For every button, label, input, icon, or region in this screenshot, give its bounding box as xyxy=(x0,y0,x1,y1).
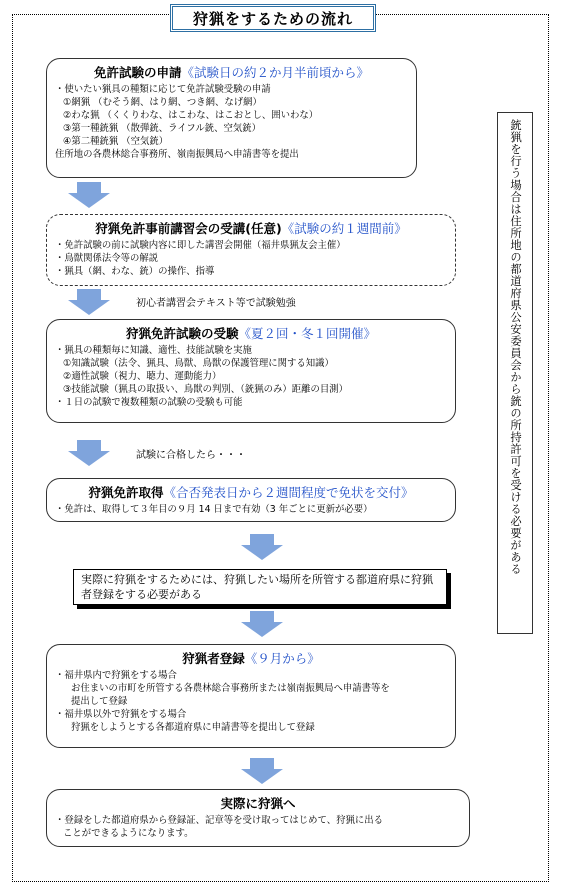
step-heading xyxy=(55,219,447,237)
step-line: ③第一種銃猟 （散弾銃、ライフル銃、空気銃） xyxy=(63,123,261,134)
step-heading xyxy=(55,483,447,501)
study-note: 初心者講習会テキスト等で試験勉強 xyxy=(136,298,296,309)
step-go-hunting xyxy=(46,789,470,847)
step-timing: 《試験日の約２か月半前頃から》 xyxy=(181,65,370,80)
step-license-acquired xyxy=(46,478,456,522)
down-arrow-icon xyxy=(240,758,284,784)
step-timing: 《９月から》 xyxy=(244,651,320,666)
step-line: ②適性試験（視力、聴力、運動能力） xyxy=(63,371,222,382)
step-line: 住所地の各農林総合事務所、嶺南振興局へ申請書等を提出 xyxy=(55,149,299,160)
down-arrow-icon xyxy=(240,534,284,560)
down-arrow-icon xyxy=(67,182,111,208)
down-arrow-icon xyxy=(67,440,111,466)
step-line: ④第二種銃猟 （空気銃） xyxy=(63,136,169,147)
step-line: 提出して登録 xyxy=(71,696,128,707)
step-line: ③技能試験（猟具の取扱い、鳥獣の判別、（銃猟のみ）距離の目測） xyxy=(63,384,348,395)
step-line: ①網猟 （むそう網、はり網、つき網、なげ網） xyxy=(63,97,262,108)
step-line: ・猟具の種類毎に知識、適性、技能試験を実施 xyxy=(55,345,252,356)
step-line: ②わな猟 （くくりわな、はこわな、はこおとし、囲いわな） xyxy=(63,110,319,121)
registration-notice: 実際に狩猟をするためには、狩猟したい場所を所管する都道府県に狩猟者登録をする必要がある xyxy=(73,569,447,605)
step-license-application xyxy=(46,58,417,178)
step-line: 狩猟をしようとする各都道府県に申請書等を提出して登録 xyxy=(71,722,315,733)
step-line: お住まいの市町を所管する各農林総合事務所または嶺南振興局へ申請書等を xyxy=(71,683,390,694)
step-license-exam xyxy=(46,319,456,423)
step-line: ・福井県内で狩猟をする場合 xyxy=(55,670,177,681)
step-hunter-registration xyxy=(46,644,456,748)
step-timing: 《試験の約１週間前》 xyxy=(281,221,407,236)
step-heading xyxy=(55,63,408,81)
step-line: ・免許は、取得して３年目の９月 14 日まで有効（3 年ごとに更新が必要） xyxy=(55,504,373,515)
step-line: ・１日の試験で複数種類の試験の受験も可能 xyxy=(55,397,243,408)
pass-note: 試験に合格したら・・・ xyxy=(136,450,246,461)
step-line: ・使いたい猟具の種類に応じて免許試験受験の申請 xyxy=(55,84,271,95)
step-line: ・免許試験の前に試験内容に即した講習会開催（福井県猟友会主催） xyxy=(55,240,346,251)
down-arrow-icon xyxy=(240,611,284,637)
gun-permit-side-note xyxy=(497,112,533,634)
side-note-text: 銃猟を行う場合は住所地の都道府県公安委員会から銃の所持許可を受ける必要がある xyxy=(509,119,522,575)
down-arrow-icon xyxy=(67,289,111,315)
step-line: ・登録をした都道府県から登録証、記章等を受け取ってはじめて、狩猟に出る xyxy=(55,815,383,826)
step-line: ・猟具（網、わな、銃）の操作、指導 xyxy=(55,266,215,277)
step-heading xyxy=(55,324,447,342)
step-line: ①知識試験（法令、猟具、鳥獣、鳥獣の保護管理に関する知識） xyxy=(63,358,334,369)
step-pre-course xyxy=(46,214,456,286)
step-line: ・鳥獣関係法令等の解説 xyxy=(55,253,159,264)
step-heading xyxy=(55,649,447,667)
step-title: 狩猟免許試験の受験 xyxy=(125,326,239,341)
page-title-box xyxy=(170,4,376,32)
step-heading xyxy=(55,794,461,812)
step-title: 実際に狩猟へ xyxy=(220,796,296,811)
step-title: 狩猟免許取得 xyxy=(88,485,164,500)
step-timing: 《合否発表日から２週間程度で免状を交付》 xyxy=(163,485,414,500)
step-title: 狩猟免許事前講習会の受講(任意) xyxy=(95,221,282,236)
step-title: 免許試験の申請 xyxy=(93,65,182,80)
step-title: 狩猟者登録 xyxy=(182,651,245,666)
page-title: 狩猟をするための流れ xyxy=(192,9,353,28)
step-line: ・福井県以外で狩猟をする場合 xyxy=(55,709,187,720)
step-line: ことができるようになります。 xyxy=(63,828,194,839)
step-timing: 《夏２回・冬１回開催》 xyxy=(238,326,377,341)
